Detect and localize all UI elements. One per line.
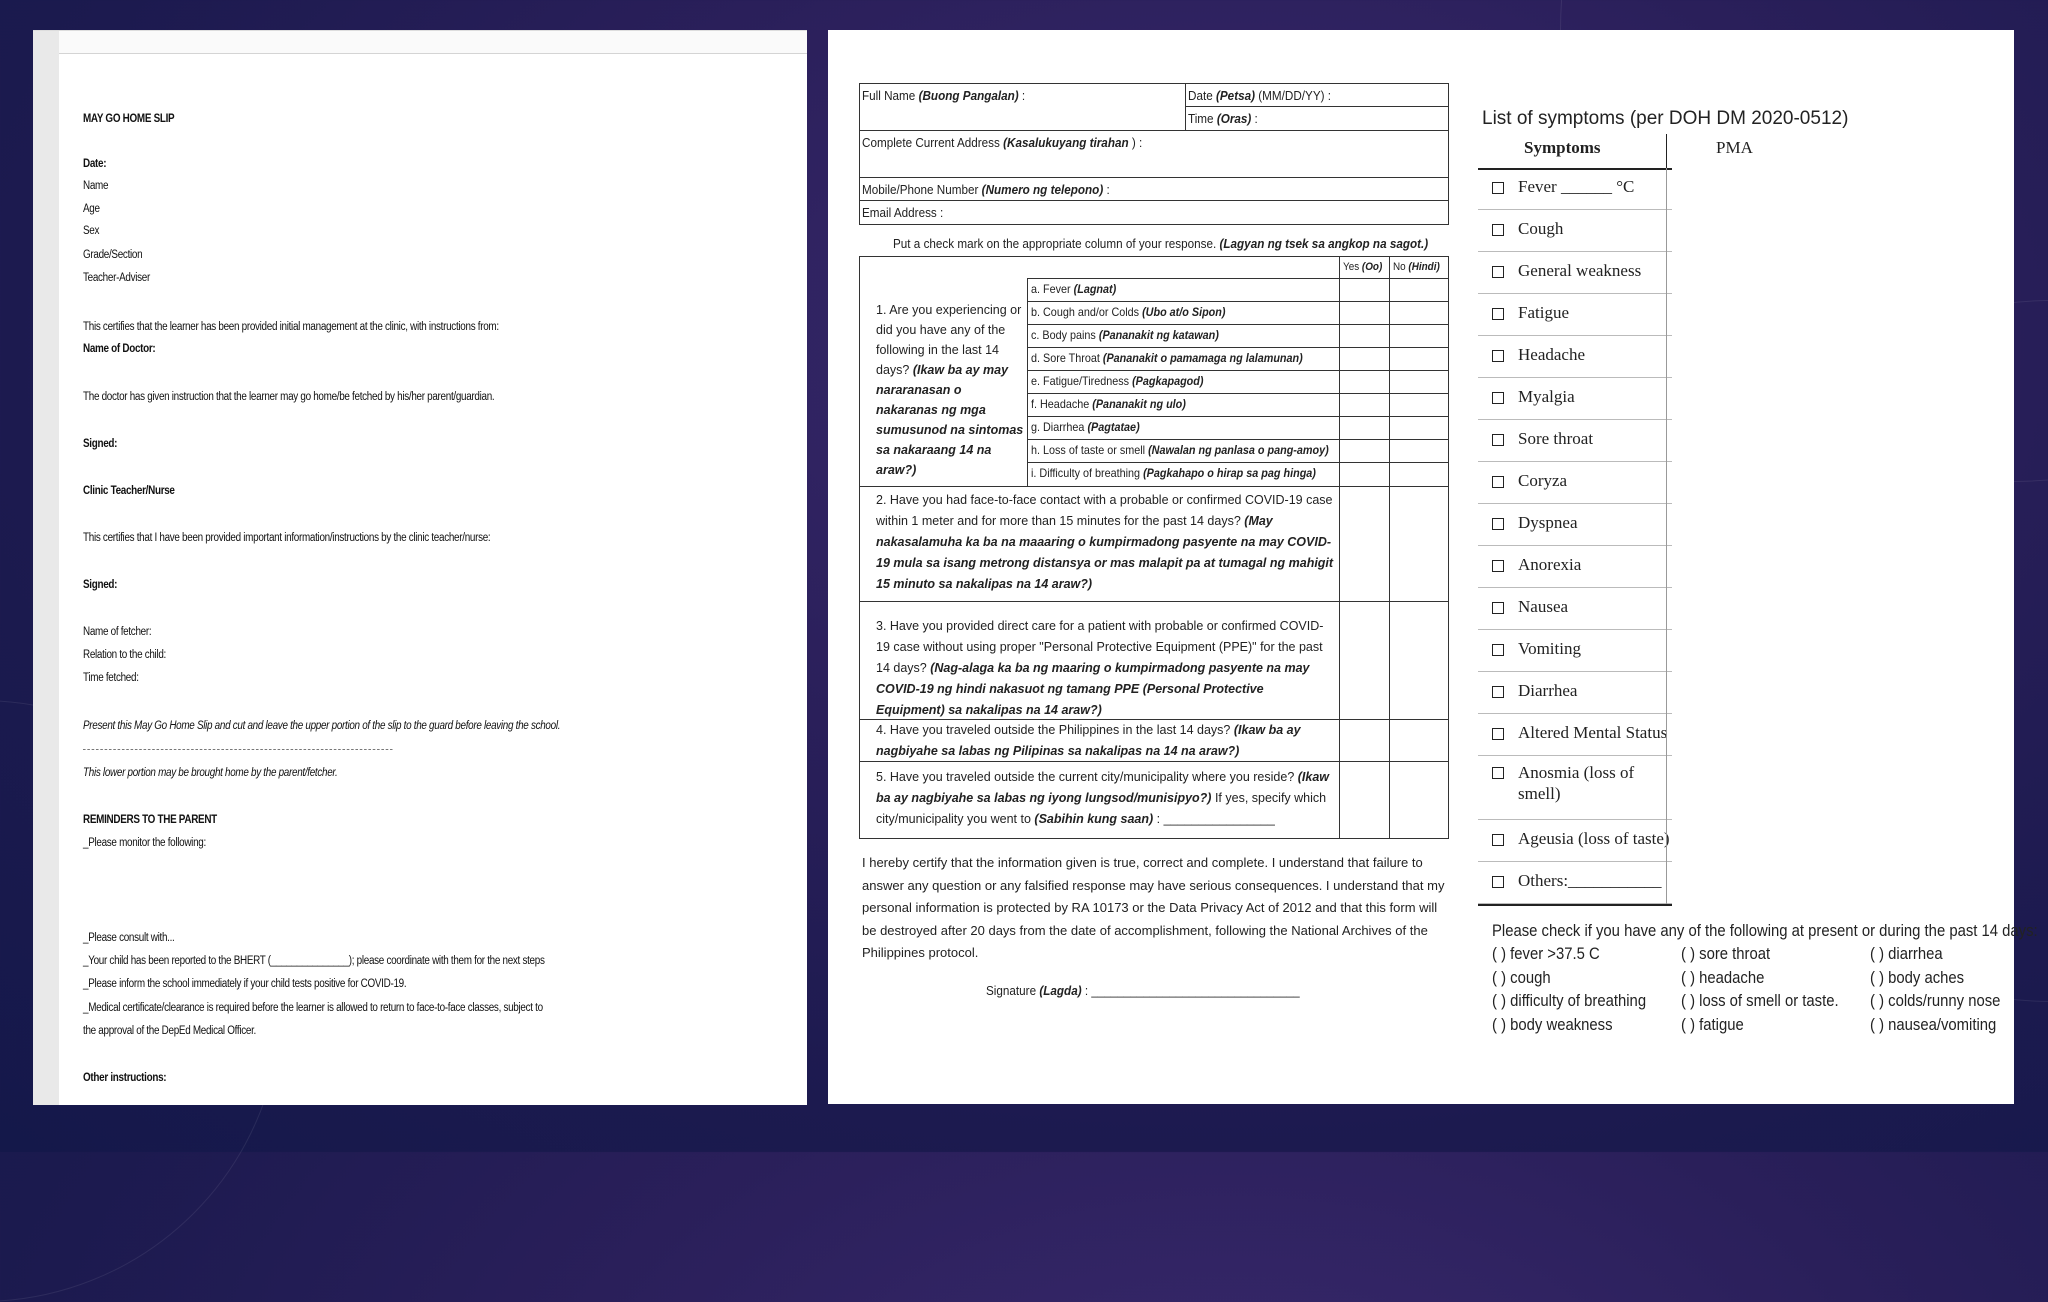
checkbox-icon[interactable] xyxy=(1492,602,1504,614)
q1-no-checkbox[interactable] xyxy=(1390,325,1448,346)
divider xyxy=(1185,106,1449,107)
checkbox-icon[interactable] xyxy=(1492,518,1504,530)
lower-portion-note: This lower portion may be brought home by the parent/fetcher. xyxy=(83,767,338,779)
checklist-item[interactable]: ( ) fever >37.5 C xyxy=(1492,945,1600,963)
checkbox-icon[interactable] xyxy=(1492,266,1504,278)
fullname-field[interactable]: Full Name (Buong Pangalan) : xyxy=(862,88,1026,103)
symptom-row[interactable] xyxy=(1478,714,1672,756)
q1-yes-checkbox[interactable] xyxy=(1340,325,1388,346)
q1-yes-checkbox[interactable] xyxy=(1340,348,1388,369)
medical-text-cont: the approval of the DepEd Medical Officer. xyxy=(83,1025,256,1037)
yes-header: Yes (Oo) xyxy=(1343,261,1383,273)
divider xyxy=(859,177,1449,178)
address-field[interactable]: Complete Current Address (Kasalukuyang tirahan ) : xyxy=(862,135,1143,150)
doctor-instruction-text: The doctor has given instruction that the learner may go home/be fetched by his/her parent/guardian. xyxy=(83,391,495,403)
q1-yes-checkbox[interactable] xyxy=(1340,440,1388,461)
certify-info-text: This certifies that I have been provided important information/instructions by the clinic teacher/nurse: xyxy=(83,532,491,544)
grade-label: Grade/Section xyxy=(83,249,143,261)
question-2: 2. Have you had face-to-face contact with a probable or confirmed COVID-19 case within 1 meter and for more than 15 minutes for the past 14 days? (May nakasalamuha ka ba na maaaring o kumpirmadong pasyente na may COVID-19 mula sa isang metrong distansya or mas malapit pa at tumagal ng mahigit 15 minuto sa nakalipas na 14 araw?) xyxy=(876,493,1334,591)
q1-yes-checkbox[interactable] xyxy=(1340,463,1388,484)
symptom-row[interactable] xyxy=(1478,294,1672,336)
checkbox-icon[interactable] xyxy=(1492,728,1504,740)
q1-yes-checkbox[interactable] xyxy=(1340,417,1388,438)
symptom-row[interactable] xyxy=(1478,630,1672,672)
symptom-label: Fatigue xyxy=(1518,303,1569,322)
cut-line xyxy=(83,749,393,750)
symptom-row[interactable] xyxy=(1478,820,1672,862)
symptom-row[interactable] xyxy=(1478,862,1672,904)
reminders-title: REMINDERS TO THE PARENT xyxy=(83,814,217,826)
q1-yes-checkbox[interactable] xyxy=(1340,394,1388,415)
checkbox-icon[interactable] xyxy=(1492,182,1504,194)
monitor-text: _Please monitor the following: xyxy=(83,837,206,849)
divider xyxy=(859,200,1449,201)
other-instructions-label: Other instructions: xyxy=(83,1072,167,1084)
q1-no-checkbox[interactable] xyxy=(1390,348,1448,369)
symptom-label: Cough xyxy=(1518,219,1564,238)
checkbox-icon[interactable] xyxy=(1492,876,1504,888)
question-4: 4. Have you traveled outside the Philippines in the last 14 days? (Ikaw ba ay nagbiyahe sa labas ng Pilipinas sa nakalipas na 14 na araw?) xyxy=(876,723,1301,758)
checklist-item[interactable]: ( ) sore throat xyxy=(1681,945,1771,963)
symptom-label: Diarrhea xyxy=(1518,681,1578,700)
checklist-item[interactable]: ( ) loss of smell or taste. xyxy=(1681,992,1839,1010)
doctor-label: Name of Doctor: xyxy=(83,343,156,355)
symptom-label: Coryza xyxy=(1518,471,1568,490)
symptom-row[interactable] xyxy=(1478,336,1672,378)
time-field[interactable]: Time (Oras) : xyxy=(1188,111,1258,126)
medical-text: _Medical certificate/clearance is required before the learner is allowed to return to face-to-face classes, subject to xyxy=(83,1002,543,1014)
question-5: 5. Have you traveled outside the current city/municipality where you reside? (Ikaw ba ay nagbiyahe sa labas ng iyong lungsod/munisipyo?) If yes, specify which city/municipality you went to (Sabihin kung saan) : ________________ xyxy=(876,770,1330,826)
divider xyxy=(1027,278,1028,486)
symptoms-col-header: Symptoms xyxy=(1524,138,1601,157)
may-go-home-slip-page xyxy=(33,30,807,1105)
checkbox-icon[interactable] xyxy=(1492,686,1504,698)
symptoms-list-title: List of symptoms (per DOH DM 2020-0512) xyxy=(1482,108,1849,129)
divider xyxy=(1666,168,1667,904)
adviser-label: Teacher-Adviser xyxy=(83,272,150,284)
checkbox-icon[interactable] xyxy=(1492,476,1504,488)
checklist-item[interactable]: ( ) colds/runny nose xyxy=(1870,992,2001,1010)
symptom-label: Sore throat xyxy=(1518,429,1594,448)
date-field[interactable]: Date (Petsa) (MM/DD/YY) : xyxy=(1188,88,1332,103)
q4-no-checkbox[interactable] xyxy=(1390,720,1448,761)
q3-yes-checkbox[interactable] xyxy=(1340,602,1388,719)
q1-yes-checkbox[interactable] xyxy=(1340,371,1388,392)
fetcher-label: Name of fetcher: xyxy=(83,626,152,638)
inform-text: _Please inform the school immediately if your child tests positive for COVID-19. xyxy=(83,978,407,990)
q1-item: c. Body pains (Pananakit ng katawan) xyxy=(1031,328,1219,342)
q1-item: f. Headache (Pananakit ng ulo) xyxy=(1031,397,1186,411)
page-gutter xyxy=(33,31,59,1105)
symptom-row[interactable] xyxy=(1478,546,1672,588)
q5-yes-checkbox[interactable] xyxy=(1340,762,1388,839)
date-label: Date: xyxy=(83,158,107,170)
symptom-row[interactable] xyxy=(1478,504,1672,546)
slip-title: MAY GO HOME SLIP xyxy=(83,113,175,125)
symptom-row[interactable] xyxy=(1478,252,1672,294)
checklist-item[interactable]: ( ) fatigue xyxy=(1681,1015,1744,1034)
question-1: 1. Are you experiencing or did you have any of the following in the last 14 days? (Ikaw ba ay may nararanasan o nakaranas ng mga sumusunod na sintomas sa nakaraang 14 na araw?) xyxy=(876,303,1024,477)
relation-label: Relation to the child: xyxy=(83,649,167,661)
symptom-row[interactable] xyxy=(1478,210,1672,252)
checklist-item[interactable]: ( ) body aches xyxy=(1870,968,1965,987)
symptom-label: Others:___________ xyxy=(1518,871,1662,890)
checkbox-icon[interactable] xyxy=(1492,224,1504,236)
consult-text: _Please consult with... xyxy=(83,932,175,944)
symptom-label: Anorexia xyxy=(1518,555,1582,574)
sex-label: Sex xyxy=(83,225,100,237)
certify-clinic-text: This certifies that the learner has been provided initial management at the clinic, with instructions from: xyxy=(83,321,499,333)
q1-item: h. Loss of taste or smell (Nawalan ng panlasa o pang-amoy) xyxy=(1031,443,1329,457)
symptom-label: General weakness xyxy=(1518,261,1642,280)
symptom-row[interactable] xyxy=(1478,756,1672,820)
symptoms-table xyxy=(1478,134,1672,946)
symptom-row[interactable] xyxy=(1478,462,1672,504)
checklist-item[interactable]: ( ) difficulty of breathing xyxy=(1492,992,1647,1010)
checkbox-icon[interactable] xyxy=(1492,350,1504,362)
q2-yes-checkbox[interactable] xyxy=(1340,487,1388,601)
q1-yes-checkbox[interactable] xyxy=(1340,279,1388,300)
divider xyxy=(859,130,1449,131)
q2-no-checkbox[interactable] xyxy=(1390,487,1448,601)
signature-field[interactable]: Signature (Lagda) : ________________________________ xyxy=(986,983,1300,998)
symptom-label: Fever ______ °C xyxy=(1518,177,1635,196)
q4-yes-checkbox[interactable] xyxy=(1340,720,1388,761)
symptom-label: Ageusia (loss of taste) xyxy=(1518,829,1670,848)
symptom-label: Dyspnea xyxy=(1518,513,1578,532)
signed-label: Signed: xyxy=(83,579,118,591)
symptom-row[interactable] xyxy=(1478,378,1672,420)
divider xyxy=(1478,904,1672,906)
checkbox-icon[interactable] xyxy=(1492,434,1504,446)
q1-no-checkbox[interactable] xyxy=(1390,440,1448,461)
q1-no-checkbox[interactable] xyxy=(1390,302,1448,323)
health-declaration-page xyxy=(828,30,2038,1104)
checkbox-icon[interactable] xyxy=(1492,308,1504,320)
instruction-text: Put a check mark on the appropriate column of your response. (Lagyan ng tsek sa angkop na sagot.) xyxy=(893,236,1429,251)
symptom-row[interactable] xyxy=(1478,168,1672,210)
question-3: 3. Have you provided direct care for a patient with probable or confirmed COVID-19 case without using proper "Personal Protective Equipment (PPE)" for the past 14 days? (Nag-alaga ka ba ng maaring o kumpirmadong pasyente na may COVID-19 ng hindi nakasuot ng tamang PPE (Personal Protective Equipment) sa nakalipas na 14 araw?) xyxy=(876,619,1324,717)
symptom-label: Anosmia (loss of smell) xyxy=(1518,763,1635,803)
checklist-item[interactable]: ( ) headache xyxy=(1681,968,1765,987)
symptom-row[interactable] xyxy=(1478,672,1672,714)
mobile-field[interactable]: Mobile/Phone Number (Numero ng telepono) : xyxy=(862,182,1110,197)
certification-text: I hereby certify that the information given is true, correct and complete. I understand that failure to answer any question or any falsified response may have serious consequences. I understand that my personal information is protected by RA 10173 or the Data Privacy Act of 2012 and that this form will be destroyed after 20 days from the date of accomplishment, following the National Archives of the Philippines protocol. xyxy=(862,855,1445,960)
symptom-label: Myalgia xyxy=(1518,387,1575,406)
q5-no-checkbox[interactable] xyxy=(1390,762,1448,839)
symptom-label: Altered Mental Status xyxy=(1518,723,1668,742)
checkbox-icon[interactable] xyxy=(1492,767,1504,779)
checklist-item[interactable]: ( ) nausea/vomiting xyxy=(1870,1015,1997,1034)
q1-no-checkbox[interactable] xyxy=(1390,279,1448,300)
q1-yes-checkbox[interactable] xyxy=(1340,302,1388,323)
q1-item: a. Fever (Lagnat) xyxy=(1031,282,1117,296)
checkbox-icon[interactable] xyxy=(1492,834,1504,846)
signed-label: Signed: xyxy=(83,438,118,450)
q1-no-checkbox[interactable] xyxy=(1390,394,1448,415)
q1-item: d. Sore Throat (Pananakit o pamamaga ng lalamunan) xyxy=(1031,351,1303,365)
info-table xyxy=(859,83,1449,225)
email-field[interactable]: Email Address : xyxy=(862,205,944,220)
q3-no-checkbox[interactable] xyxy=(1390,602,1448,719)
symptom-row[interactable] xyxy=(1478,588,1672,630)
bhert-text: _Your child has been reported to the BHERT (_______________); please coordinate with them for the next steps xyxy=(83,955,545,967)
name-label: Name xyxy=(83,180,109,192)
checkbox-icon[interactable] xyxy=(1492,560,1504,572)
checklist-item[interactable]: ( ) diarrhea xyxy=(1870,945,1943,963)
q1-item: e. Fatigue/Tiredness (Pagkapagod) xyxy=(1031,374,1204,388)
symptom-label: Nausea xyxy=(1518,597,1569,616)
checkbox-icon[interactable] xyxy=(1492,644,1504,656)
q1-item: i. Difficulty of breathing (Pagkahapo o hirap sa pag hinga) xyxy=(1031,466,1316,480)
q1-item: b. Cough and/or Colds (Ubo at/o Sipon) xyxy=(1031,305,1226,319)
clinic-nurse-label: Clinic Teacher/Nurse xyxy=(83,485,175,497)
symptom-label: Vomiting xyxy=(1518,639,1581,658)
q1-no-checkbox[interactable] xyxy=(1390,371,1448,392)
q1-item: g. Diarrhea (Pagtatae) xyxy=(1031,420,1140,434)
q1-no-checkbox[interactable] xyxy=(1390,463,1448,484)
checklist-item[interactable]: ( ) body weakness xyxy=(1492,1015,1613,1034)
checklist-item[interactable]: ( ) cough xyxy=(1492,968,1551,987)
pma-col-header: PMA xyxy=(1716,138,1753,157)
checklist-title: Please check if you have any of the following at present or during the past 14 days: xyxy=(1492,922,2038,940)
symptom-row[interactable] xyxy=(1478,420,1672,462)
page-top-bar xyxy=(33,31,807,54)
divider xyxy=(1666,134,1667,168)
present-note: Present this May Go Home Slip and cut and leave the upper portion of the slip to the guard before leaving the school. xyxy=(83,720,561,732)
checkbox-icon[interactable] xyxy=(1492,392,1504,404)
age-label: Age xyxy=(83,203,100,215)
time-fetched-label: Time fetched: xyxy=(83,672,139,684)
no-header: No (Hindi) xyxy=(1393,261,1440,273)
q1-no-checkbox[interactable] xyxy=(1390,417,1448,438)
symptom-label: Headache xyxy=(1518,345,1586,364)
